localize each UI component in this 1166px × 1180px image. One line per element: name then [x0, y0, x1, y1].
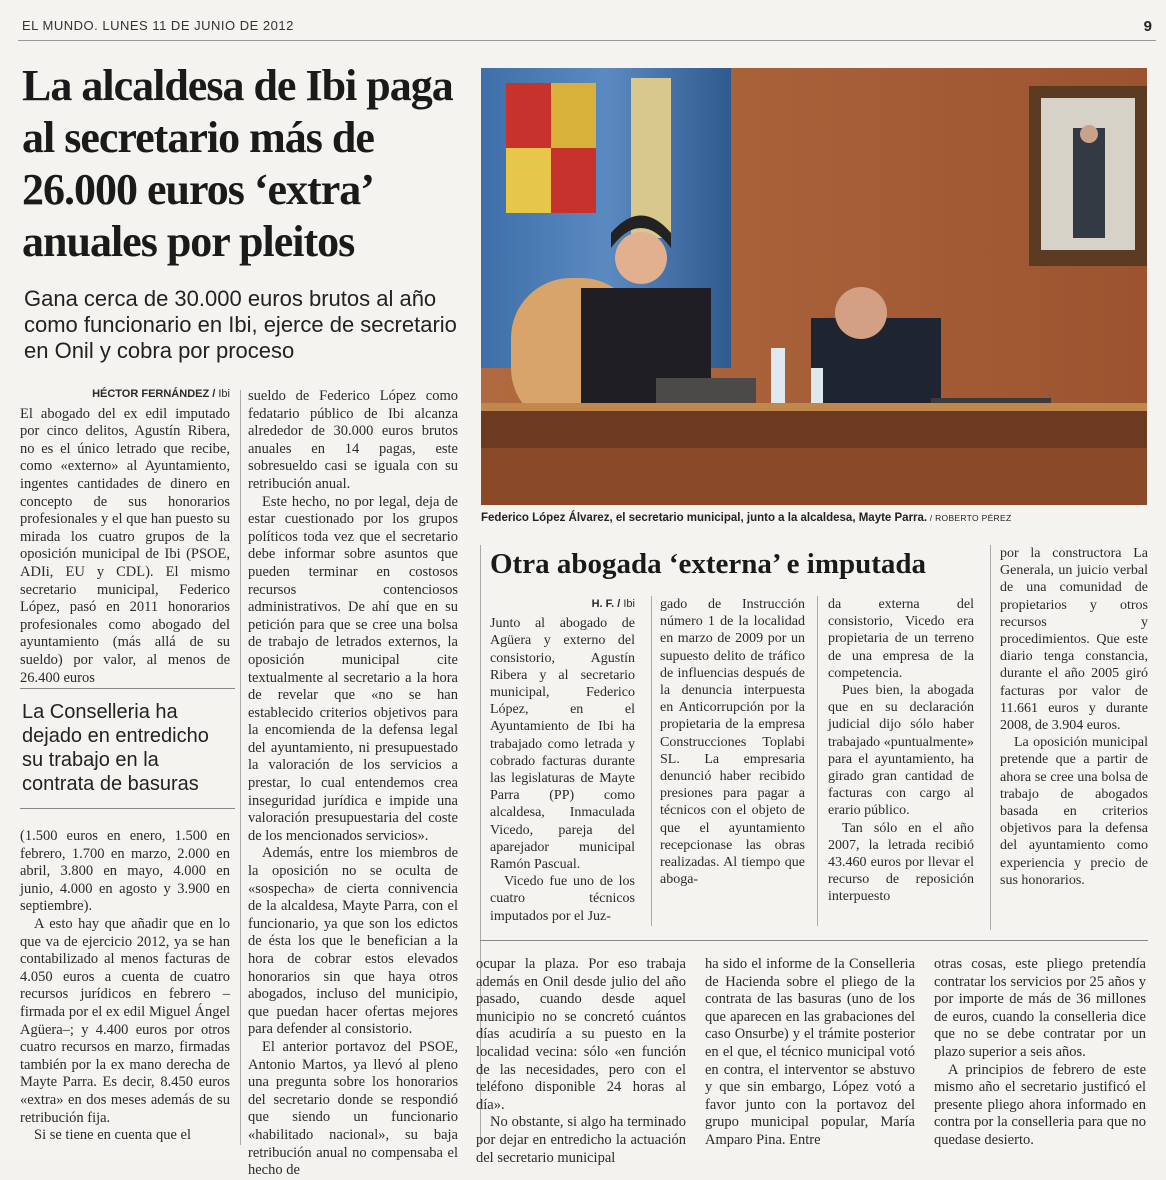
sidebar-border-bottom	[480, 940, 1148, 941]
paragraph: Si se tiene en cuenta que el	[34, 1127, 192, 1144]
pull-quote-rule-top	[20, 688, 235, 689]
article-column-5	[934, 956, 1146, 1150]
byline-author: H. F. /	[591, 598, 621, 610]
sidebar-column-1	[490, 596, 635, 925]
caption-text: Federico López Álvarez, el secretario municipal, junto a la alcaldesa, Mayte Parra.	[481, 512, 928, 524]
article-column-4	[705, 956, 915, 1150]
paragraph: sueldo de Federico López como fedatario público de Ibi alcanza alrededor de 30.000 euros brutos anuales en 14 pagas, este sobresueldo casi se iguala con su retribución anual.	[248, 388, 458, 492]
sidebar-byline	[490, 596, 635, 613]
news-photo	[481, 68, 1147, 505]
paragraph: La oposición municipal pretende que a partir de ahora se cree una bolsa de trabajo de abogados basada en criterios objetivos para la defensa del ayuntamiento como experiencia y precio de sus honorarios.	[1000, 735, 1148, 888]
pull-quote: La Conselleria ha dejado en entredicho su trabajo en la contrata de basuras	[22, 701, 209, 795]
paragraph: (1.500 euros en enero, 1.500 en febrero, 1.700 en marzo, 2.000 en abril, 3.800 en mayo, 4.000 en junio, 4.000 en agosto y 3.900 en septiembre).	[20, 828, 230, 915]
paragraph: Además, entre los miembros de la oposición no se oculta de «sospecha» de cierta connivencia de la alcaldesa, Mayte Parra, con el funcionario, ya que son los edictos de ésta los que le benefician a la hora de cobrar estos elevados honorarios sin que haya otros abogados, incluso del municipio, que puedan hacer ofertas mejores para defender al consistorio.	[248, 845, 458, 1038]
paragraph: El anterior portavoz del PSOE, Antonio Martos, ya llevó al pleno una pregunta sobre los honorarios del secretario donde se respondió que siendo un funcionario «habilitado nacional», su baja retribución anual no compensaba el hecho de	[248, 1038, 458, 1179]
sidebar-headline: Otra abogada ‘externa’ e imputada	[490, 548, 927, 580]
article-column-1-top	[20, 386, 230, 687]
article-column-3	[476, 956, 686, 1167]
sidebar-column-2	[660, 596, 805, 888]
column-divider	[651, 596, 652, 926]
paragraph: por la constructora La Generala, un juicio verbal de una comunidad de propietarios y otros recursos y procedimientos. Que este diario tenga constancia, durante el año 2005 giró facturas por valor de 11.661 euros y durante 2008, de 3.904 euros.	[1000, 546, 1148, 734]
masthead-dateline: EL MUNDO. LUNES 11 DE JUNIO DE 2012	[22, 18, 294, 33]
paragraph: Vicedo fue uno de los cuatro técnicos imputados por el Juz-	[490, 874, 635, 924]
sidebar-column-4	[1000, 545, 1148, 889]
paragraph: A esto hay que añadir que en lo que va de ejercicio 2012, ya se han contabilizado al menos facturas de 4.050 euros a cuenta de cuatro recursos jurídicos en febrero –firmada por el ex edil Miguel Ángel Agüera–; y 4.400 euros por otros cuatro recursos en marzo, firmadas también por la ex mano derecha de Mayte Parra. Es decir, 8.450 euros «extra» en dos meses además de su retribución fija.	[20, 915, 230, 1126]
article-column-1-bottom	[20, 828, 230, 1145]
byline-place: Ibi	[215, 388, 230, 400]
paragraph: ocupar la plaza. Por eso trabaja además en Onil desde julio del año pasado, cuando desde aquel municipio no se concretó cuántos días acudiría a su puesto en la localidad vecina: sólo «en función de las necesidades, pero con el teléfono disponible 24 horas al día».	[476, 956, 686, 1113]
paragraph: da externa del consistorio, Vicedo era propietaria de un terreno de una empresa de la competencia.	[828, 597, 974, 681]
paragraph: Este hecho, no por legal, deja de estar cuestionado por los grupos políticos toda vez que el secretario debe informar sobre asuntos que pueden terminar en costosos recursos contenciosos administrativos. De ahí que en su petición para que se cree una bolsa de trabajo de letrados externos, la oposición municipal cite textualmente al secretario a la hora de revelar que «no se han establecido criterios objetivos para la encomienda de la defensa legal del ayuntamiento, ni presupuestado la valoración de los servicios a prestar, lo cual entendemos crea inseguridad jurídica e impide una valoración presupuestaria del coste de los mencionados servicios».	[248, 493, 458, 844]
column-divider	[990, 545, 991, 930]
paragraph: otras cosas, este pliego pretendía contratar los servicios por 25 años y por importe de más de 36 millones de euros, cuando la conselleria dice que no se debe contratar por un plazo superior a seis años.	[934, 956, 1146, 1060]
photo-caption	[481, 512, 1161, 524]
article-subheadline: Gana cerca de 30.000 euros brutos al año como funcionario en Ibi, ejerce de secretario en Onil y cobra por proceso	[24, 286, 457, 363]
pull-quote-rule-bottom	[20, 808, 235, 809]
byline-author: HÉCTOR FERNÁNDEZ /	[92, 388, 216, 400]
page-number: 9	[1143, 18, 1152, 35]
paragraph: A principios de febrero de este mismo año el secretario justificó el presente pliego ahora informado en contra por la conselleria para que no quedase desierto.	[934, 1061, 1146, 1148]
byline-place: Ibi	[620, 598, 635, 610]
column-divider	[240, 390, 241, 1145]
article-column-2	[248, 388, 458, 1180]
paragraph: El abogado del ex edil imputado por cinco delitos, Agustín Ribera, no es el único letrado que recibe, como «externo» al Ayuntamiento, ingentes cantidades de dinero en concepto de sus honorarios profesionales y el que han puesto su mirada los cuatro grupos de la oposición municipal de Ibi (PSOE, ADIi, EU y CDL). El mismo secretario municipal, Federico López, pasó en 2011 honorarios profesionales como abogado del ayuntamiento (más allá de su sueldo) por valor, al menos de 26.400 euros	[20, 405, 230, 686]
paragraph: Tan sólo en el año 2007, la letrada recibió 43.460 euros por llevar el recurso de reposición interpuesto	[828, 820, 974, 905]
paragraph: gado de Instrucción número 1 de la localidad en marzo de 2009 por un supuesto delito de tráfico de influencias después de la denuncia interpuesta en Anticorrupción por la propietaria de la empresa Construcciones Toplabi SL. La empresaria denunció haber recibido presiones para pagar a técnicos con el objeto de que el ayuntamiento recepcionase las obras realizadas. Al tiempo que aboga-	[660, 597, 805, 888]
paragraph: Pues bien, la abogada que en su declaración judicial dijo sólo haber trabajado «puntualmente» para el ayuntamiento, ha girado gran cantidad de facturas con cargo al erario público.	[828, 683, 974, 819]
paragraph: No obstante, si algo ha terminado por dejar en entredicho la actuación del secretario municipal	[476, 1114, 686, 1166]
council-session-photo	[481, 68, 1147, 505]
photo-credit: / ROBERTO PÉREZ	[927, 513, 1012, 523]
byline	[20, 386, 230, 404]
paragraph: Junto al abogado de Agüera y externo del consistorio, Agustín Ribera y al secretario municipal, Federico López, en el Ayuntamiento de Ibi ha trabajado como letrada y cobrado facturas durante las legislaturas de Mayte Parra (PP) como alcaldesa, Inmaculada Vicedo, pareja del aparejador municipal Ramón Pascual.	[490, 616, 635, 873]
sidebar-column-3	[828, 596, 974, 906]
paragraph: ha sido el informe de la Conselleria de Hacienda sobre el pliego de la contrata de las basuras (uno de los que aparecen en las grabaciones del caso Onsurbe) y el trámite posterior en el que, el técnico municipal votó en contra, el interventor se abstuvo y que sin embargo, López votó a favor junto con la portavoz del grupo municipal popular, María Amparo Pina. Entre	[705, 956, 915, 1148]
header-rule	[18, 40, 1156, 41]
article-headline: La alcaldesa de Ibi paga al secretario más de 26.000 euros ‘extra’ anuales por pleitos	[22, 61, 453, 266]
column-divider	[817, 596, 818, 926]
